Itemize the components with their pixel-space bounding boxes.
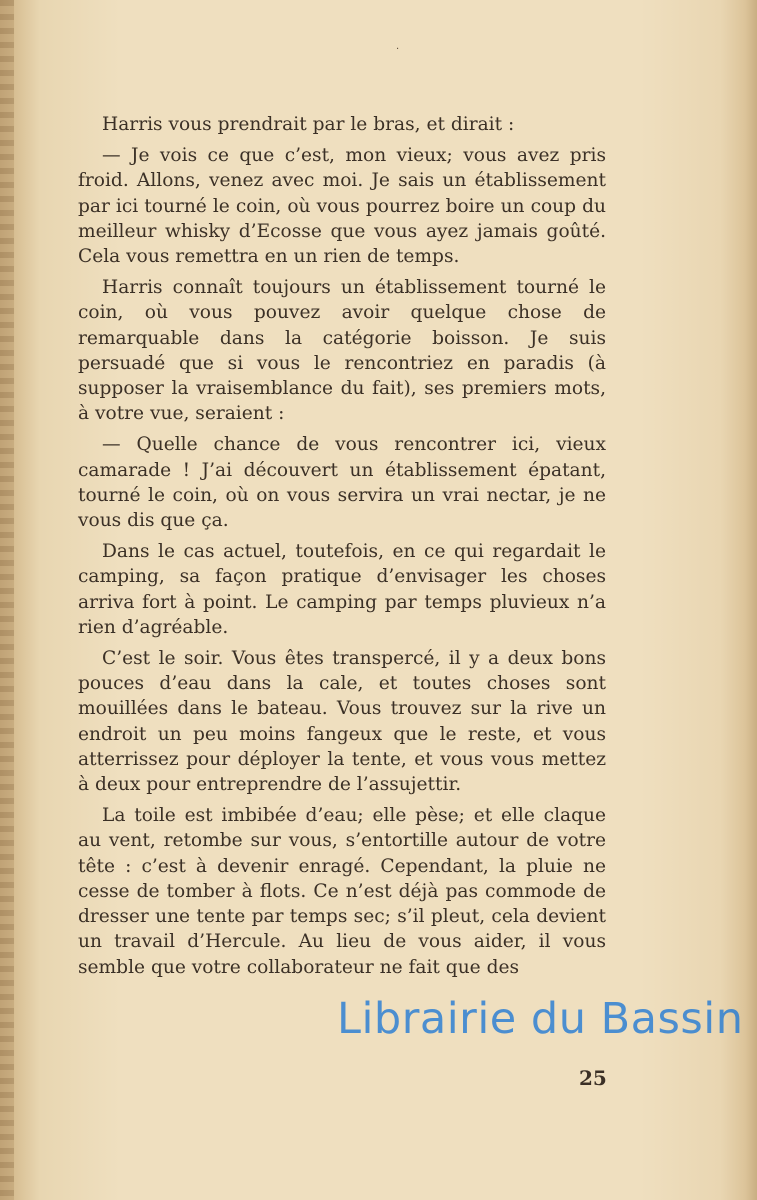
page-number: 25 <box>579 1066 607 1090</box>
watermark: Librairie du Bassin <box>337 994 744 1044</box>
paragraph-7: La toile est imbibée d’eau; elle pèse; et elle claque au vent, retombe sur vous, s’entortille autour de votre tête : c’est à devenir enragé. Cependant, la pluie ne cesse de tomber à flots. Ce n’est déjà pas commode de dresser une tente par temps sec; s’il pleut, cela devient un travail d’Hercule. Au lieu de vous aider, il vous semble que votre collaborateur ne fait que des <box>78 805 606 978</box>
paragraph-2: — Je vois ce que c’est, mon vieux; vous avez pris froid. Allons, venez avec moi. Je sais un établissement par ici tourné le coin, où vous pourrez boire un coup du meilleur whisky d’Ecosse que vous ayez jamais goûté. Cela vous remettra en un rien de temps. <box>78 145 606 268</box>
paragraph-1: Harris vous prendrait par le bras, et dirait : <box>102 114 515 135</box>
book-spine-edge <box>0 0 14 1200</box>
page-body-text <box>78 112 606 986</box>
page-speck: · <box>396 44 400 55</box>
paragraph-6: C’est le soir. Vous êtes transpercé, il y a deux bons pouces d’eau dans la cale, et toutes choses sont mouillées dans le bateau. Vous trouvez sur la rive un endroit un peu moins fangeux que le reste, et vous atterrissez pour déployer la tente, et vous vous mettez à deux pour entreprendre de l’assujettir. <box>78 648 606 796</box>
paragraph-3: Harris connaît toujours un établissement tourné le coin, où vous pouvez avoir quelque chose de remarquable dans la catégorie boisson. Je suis persuadé que si vous le rencontriez en paradis (à supposer la vraisemblance du fait), ses premiers mots, à votre vue, seraient : <box>78 277 606 425</box>
paragraph-5: Dans le cas actuel, toutefois, en ce qui regardait le camping, sa façon pratique d’envisager les choses arriva fort à point. Le camping par temps pluvieux n’a rien d’agréable. <box>78 541 606 638</box>
paragraph-4: — Quelle chance de vous rencontrer ici, vieux camarade ! J’ai découvert un établissement épatant, tourné le coin, où on vous servira un vrai nectar, je ne vous dis que ça. <box>78 434 606 532</box>
